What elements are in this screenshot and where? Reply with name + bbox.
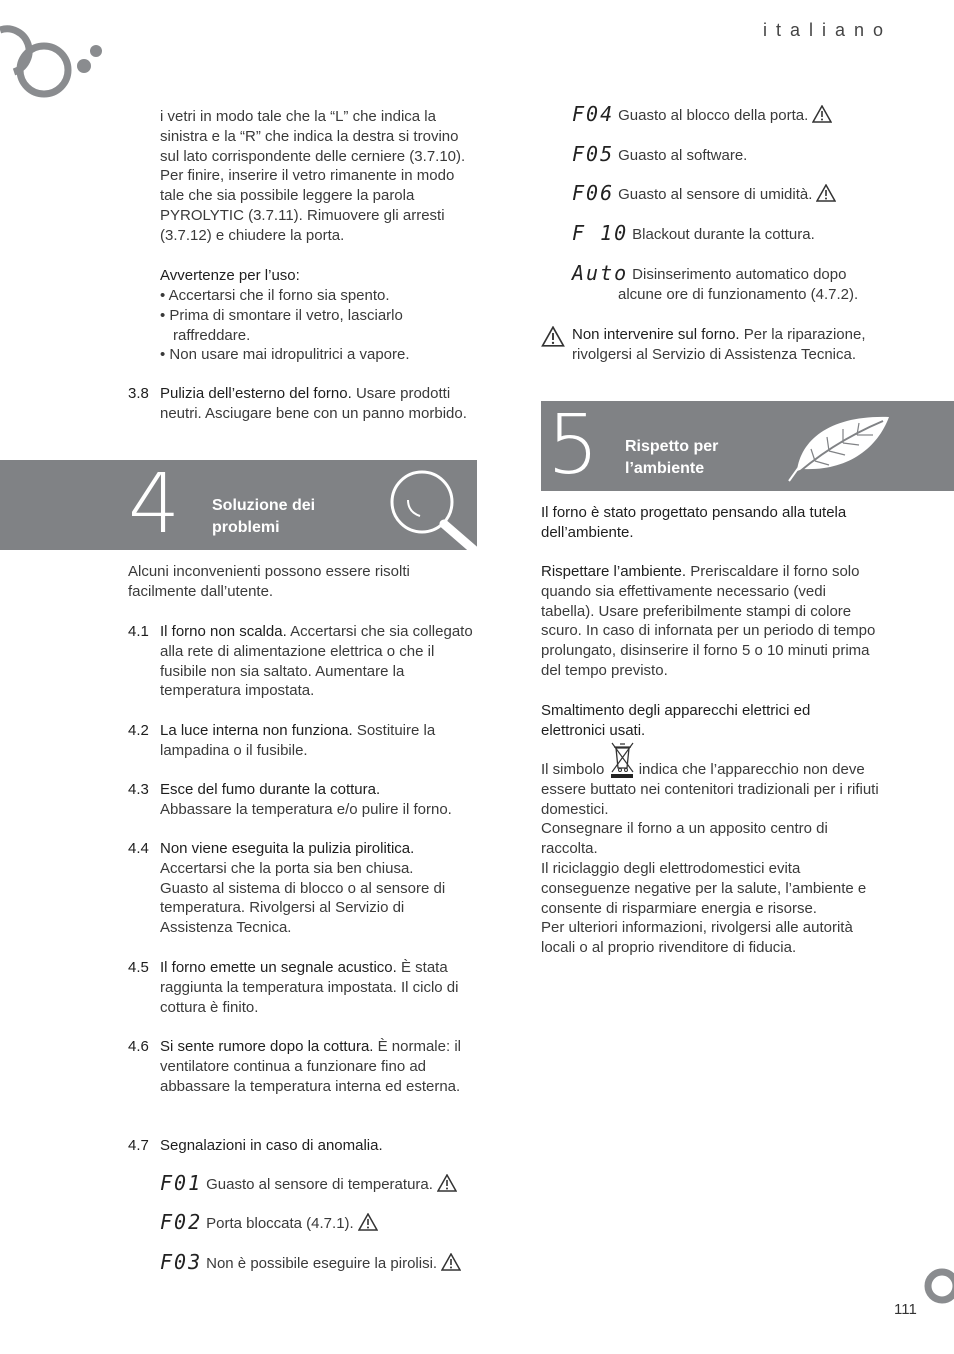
- section-number: 4.3: [128, 781, 149, 798]
- error-code: F03: [160, 1250, 203, 1274]
- error-code: F 10: [572, 221, 629, 245]
- section-number: 4.5: [128, 959, 149, 976]
- respect-paragraph: Rispettare l’ambiente. Preriscaldare il forno solo quando sia effettivamente necessario (vedi tabella). Usare preferibilmente stampi di colore scuro. In caso di infornata per un periodo di tempo prolungato, disinserire il forno 5 o 10 minuti prima del tempo previsto.: [541, 563, 876, 679]
- magnifier-icon: [386, 468, 478, 550]
- section-4-5: Il forno emette un segnale acustico. È stata raggiunta la temperatura impostata. Il ciclo di cottura è finito.: [160, 959, 459, 1016]
- error-code-row: F02 Porta bloccata (4.7.1).: [160, 1212, 378, 1234]
- error-code-row: F 10 Blackout durante la cottura.: [572, 221, 815, 245]
- error-code: F04: [572, 102, 615, 126]
- section-4-2: La luce interna non funziona. Sostituire la lampadina o il fusibile.: [160, 722, 436, 759]
- section-number: 4.1: [128, 623, 149, 640]
- auto-code-row: Auto Disinserimento automatico dopo: [572, 261, 847, 285]
- error-code: F06: [572, 181, 615, 205]
- error-code-row: F06 Guasto al sensore di umidità.: [572, 183, 836, 205]
- error-code: F05: [572, 142, 615, 166]
- section-number: 4.7: [128, 1137, 149, 1154]
- section-5-number: 5: [547, 398, 600, 493]
- warning-icon: [816, 184, 836, 202]
- glass-paragraph: i vetri in modo tale che la “L” che indica la sinistra e la “R” che indica la destra si trovino sul lato corrispondente delle cerniere (3.7.10). Per finire, inserire il vetro rimanente in modo tale che sia possibile leggere la parola PYROLYTIC (3.7.11). Rimuovere gli arresti (3.7.12) e chiudere la porta.: [160, 108, 466, 244]
- bubble-decoration-icon: [920, 1266, 954, 1306]
- section-4-title: Soluzione dei problemi: [212, 497, 316, 536]
- list-item: • Accertarsi che il forno sia spento.: [160, 287, 390, 304]
- section-number: 3.8: [128, 385, 149, 402]
- section-number: 4.6: [128, 1038, 149, 1055]
- eco-intro: Il forno è stato progettato pensando alla tutela dell’ambiente.: [541, 504, 847, 541]
- section-5-banner: [541, 398, 954, 493]
- error-code-row: F03 Non è possibile eseguire la pirolisi.: [160, 1252, 461, 1274]
- disposal-paragraph: Il simbolo indica che l’apparecchio non deve essere buttato nei contenitori tradizionali per i rifiuti domestici. Consegnare il forno a un apposito centro di raccolta. Il riciclaggio degli elettrodomestici evita conseguenze negative per la salute, l’ambiente e consente di risparmiare energia e risorse. Per ulteriori informazioni, rivolgersi alle autorità locali o al proprio rivenditore di fiducia.: [541, 760, 886, 958]
- section-3-8: Pulizia dell’esterno del forno. Usare prodotti neutri. Asciugare bene con un panno morbido.: [160, 385, 467, 422]
- caution-paragraph: Non intervenire sul forno. Per la riparazione, rivolgersi al Servizio di Assistenza Tecnica.: [572, 326, 866, 363]
- error-code-row: F01 Guasto al sensore di temperatura.: [160, 1173, 457, 1195]
- section-4-1: Il forno non scalda. Accertarsi che sia collegato alla rete di alimentazione elettrica o che il fusibile non sia saltato. Aumentare la temperatura impostata.: [160, 623, 473, 700]
- page-number: 111: [894, 1301, 917, 1318]
- auto-code-text-2: alcune ore di funzionamento (4.7.2).: [618, 286, 859, 303]
- language-label: italiano: [762, 20, 892, 40]
- section-4-number: 4: [128, 457, 181, 552]
- warning-icon: [541, 326, 565, 347]
- warnings-list: [160, 286, 440, 365]
- error-code-row: F04 Guasto al blocco della porta.: [572, 104, 832, 126]
- disposal-title: Smaltimento degli apparecchi elettrici ed elettronici usati.: [541, 702, 811, 739]
- warning-icon: [437, 1174, 457, 1192]
- section-5-title: Rispetto per l’ambiente: [625, 438, 719, 477]
- section-4-4: Non viene eseguita la pulizia pirolitica. Accertarsi che la porta sia ben chiusa. Guasto al sistema di blocco o al sensore di temperatura. Rivolgersi al Servizio di Assistenza Tecnica.: [160, 840, 446, 937]
- warning-icon: [358, 1213, 378, 1231]
- warnings-title: Avvertenze per l’uso:: [160, 267, 300, 284]
- list-item: • Prima di smontare il vetro, lasciarlo raffreddare.: [160, 306, 403, 344]
- list-item: • Non usare mai idropulitrici a vapore.: [160, 346, 410, 364]
- section-4-6: Si sente rumore dopo la cottura. È normale: il ventilatore continua a funzionare fino ad abbassare la temperatura interna ed esterna.: [160, 1038, 461, 1095]
- intro-paragraph: Alcuni inconvenienti possono essere risolti facilmente dall’utente.: [128, 563, 410, 600]
- error-code: F01: [160, 1171, 203, 1195]
- error-code-row: F05 Guasto al software.: [572, 142, 748, 166]
- section-4-7: Segnalazioni in caso di anomalia.: [160, 1137, 383, 1154]
- section-number: 4.2: [128, 722, 149, 739]
- section-4-banner: [0, 457, 477, 552]
- bubbles-logo-icon: [0, 18, 110, 108]
- error-code: Auto: [572, 261, 629, 285]
- error-code: F02: [160, 1210, 203, 1234]
- leaf-icon: [785, 409, 895, 483]
- section-number: 4.4: [128, 840, 149, 857]
- crossed-bin-icon: [609, 740, 635, 778]
- section-4-3: Esce del fumo durante la cottura. Abbassare la temperatura e/o pulire il forno.: [160, 781, 452, 818]
- warning-icon: [812, 105, 832, 123]
- warning-icon: [441, 1253, 461, 1271]
